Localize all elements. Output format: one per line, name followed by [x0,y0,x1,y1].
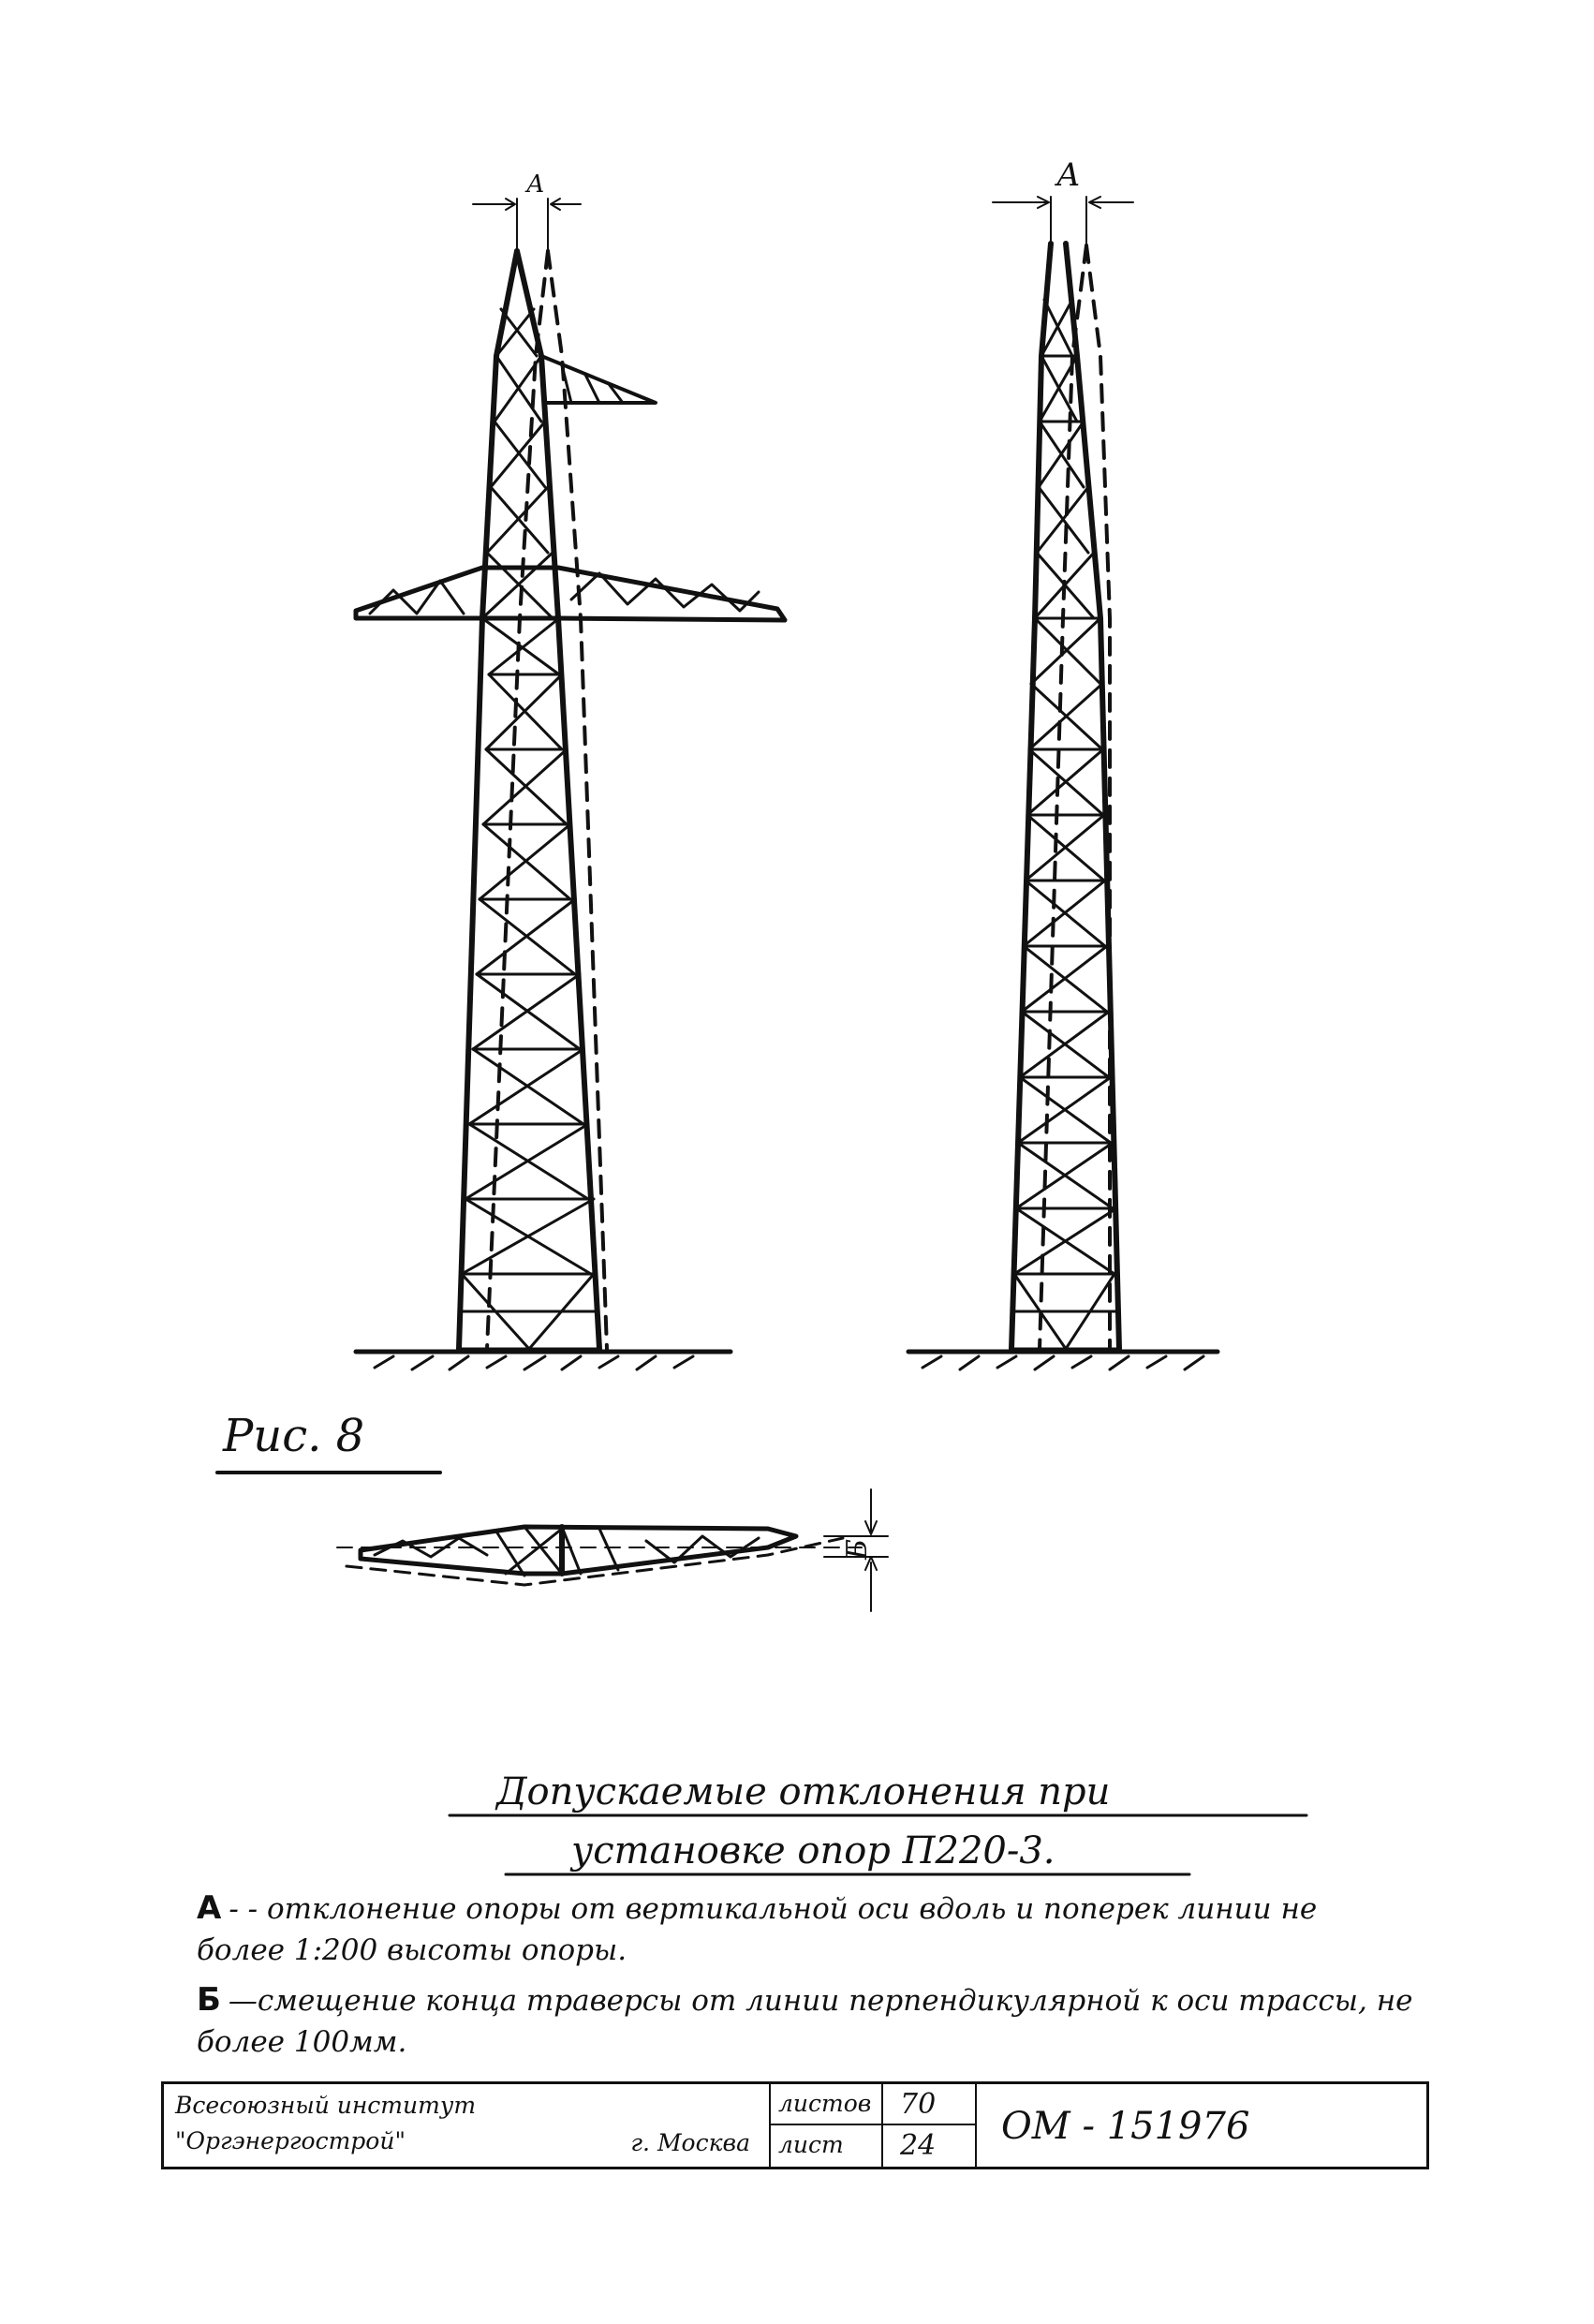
sheet-number-value: 24 [883,2125,977,2167]
front-view-tower [356,199,785,1369]
sheets-total-value: 70 [883,2084,977,2125]
note-displacement-b [197,1979,1414,2063]
sheets-total-label: листов [771,2084,883,2125]
note-deviation-a [197,1887,1414,1971]
side-dimension-a [993,197,1133,245]
figure-title-line2: установке опор П220-3. [571,1829,1055,1873]
org-city: г. Москва [630,2129,750,2156]
org-name-line2: "Оргэнергострой" [175,2127,406,2154]
front-main-crossarm [356,568,785,620]
note-a-text: - - отклонение опоры от вертикальной оси вдоль и поперек линии не более 1:200 высоты опоры. [197,1892,1318,1967]
note-b-text: —смещение конца траверсы от линии перпендикулярной к оси трассы, не более 100мм. [197,1984,1413,2059]
plan-view-crossarm [337,1489,888,1611]
side-view-tower [908,197,1218,1369]
note-b-key: Б [197,1981,221,2019]
figure-title-line1: Допускаемые отклонения при [496,1770,1111,1813]
figure-label: Рис. 8 [223,1410,365,1462]
front-dimension-a-label: А [526,170,545,199]
side-ground [908,1352,1218,1369]
front-ground [356,1352,731,1369]
front-upper-crossarm [541,356,656,403]
side-dimension-a-label: А [1056,156,1081,194]
document-number: ОМ - 151976 [1001,2105,1250,2148]
caption-underlines [217,1473,1306,1874]
note-a-key: А [197,1889,222,1927]
plan-dimension-b-label: Б [841,1538,874,1560]
title-block-organization [164,2084,771,2167]
org-name-line1: Всесоюзный институт [175,2092,477,2119]
sheet-number-label: лист [771,2125,883,2167]
title-block [161,2081,1429,2169]
front-dimension-a [473,199,581,251]
